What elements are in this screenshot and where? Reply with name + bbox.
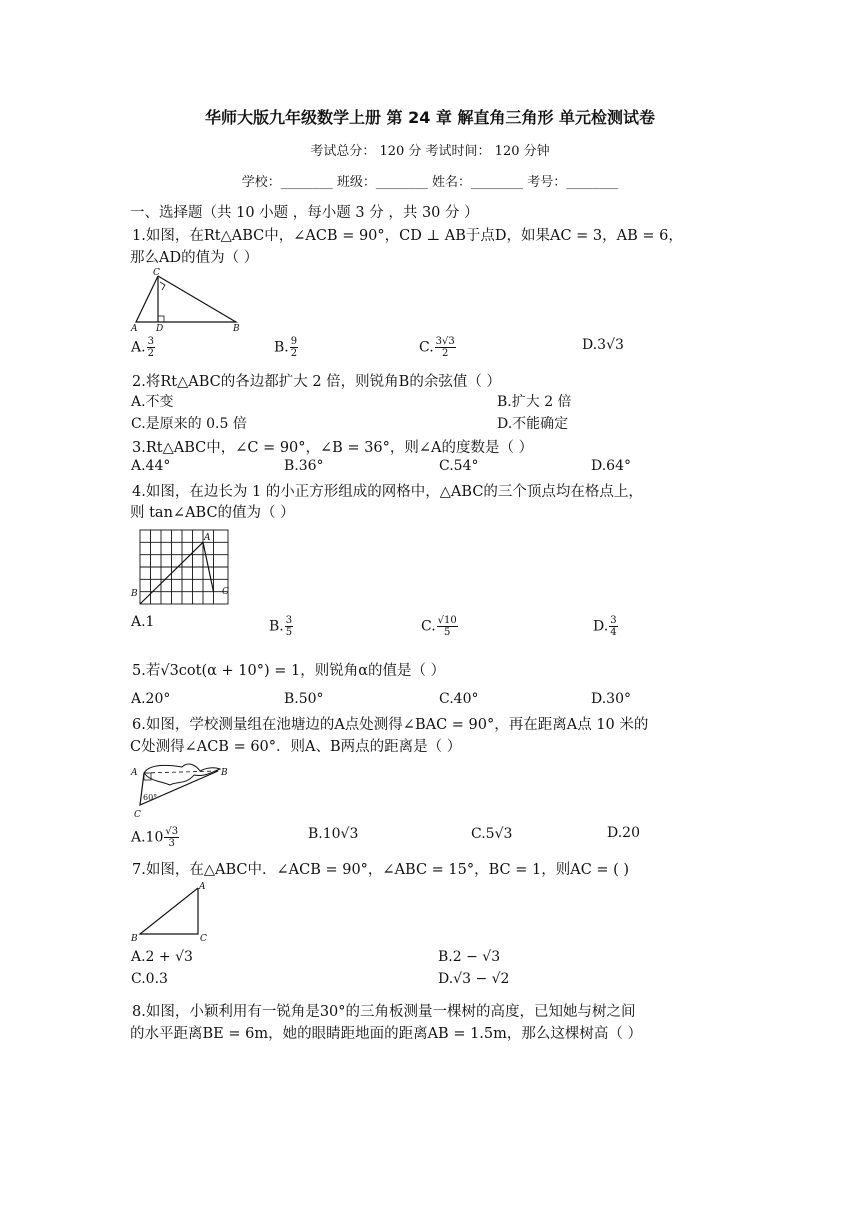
- figure-label-c: C: [222, 587, 229, 597]
- question-6-figure: [130, 759, 230, 821]
- option-c[interactable]: C.0.3: [131, 971, 168, 987]
- figure-label-c: C: [153, 268, 160, 278]
- question-4-text-2: 则 tan∠ABC的值为（ ）: [130, 505, 295, 521]
- figure-label-angle: 60°: [143, 793, 158, 802]
- figure-label-b: B: [131, 934, 138, 944]
- option-a[interactable]: A.10 $\frac{√3}{3}$: [131, 826, 179, 849]
- figure-label-d: D: [156, 324, 164, 332]
- question-8-text: 8.如图，小颖利用有一锐角是30°的三角板测量一棵树的高度，已知她与树之间: [132, 1004, 636, 1020]
- figure-label-c: C: [134, 810, 141, 820]
- question-6-text-2: C处测得∠ACB = 60°．则A、B两点的距离是（ ）: [130, 739, 462, 755]
- option-a[interactable]: A. $\frac{3}{2}$: [131, 336, 154, 359]
- question-2-text: 2.将Rt△ABC的各边都扩大 2 倍，则锐角B的余弦值（ ）: [132, 374, 501, 390]
- question-4-text: 4.如图，在边长为 1 的小正方形组成的网格中，△ABC的三个顶点均在格点上，: [132, 484, 643, 500]
- option-d[interactable]: D.20: [607, 825, 640, 841]
- option-b[interactable]: B.36°: [284, 458, 324, 474]
- option-b[interactable]: B.50°: [284, 691, 324, 707]
- question-1-text: 1.如图，在Rt△ABC中，∠ACB = 90°，CD ⊥ AB于点D，如果AC = 3，AB = 6，: [132, 228, 683, 244]
- option-b[interactable]: B.10√3: [308, 826, 359, 842]
- option-d[interactable]: D.不能确定: [497, 416, 569, 432]
- exam-info: 考试总分： 120 分 考试时间： 120 分钟: [310, 144, 550, 159]
- option-a[interactable]: A.20°: [131, 691, 171, 707]
- figure-label-b: B: [233, 324, 240, 332]
- option-a[interactable]: A.1: [131, 614, 155, 630]
- option-c[interactable]: C.5√3: [471, 826, 513, 842]
- question-3-text: 3.Rt△ABC中，∠C = 90°，∠B = 36°，则∠A的度数是（ ）: [132, 440, 534, 456]
- question-1-figure: [130, 266, 242, 332]
- figure-label-c: C: [200, 934, 207, 944]
- figure-label-b: B: [221, 768, 228, 778]
- figure-label-a: A: [204, 533, 211, 543]
- option-b[interactable]: B.扩大 2 倍: [497, 394, 572, 410]
- option-b[interactable]: B. $\frac{9}{2}$: [274, 336, 298, 359]
- option-d[interactable]: D. $\frac{3}{4}$: [593, 615, 617, 638]
- option-c[interactable]: C. $\frac{3√3}{2}$: [419, 336, 455, 359]
- question-6-text: 6.如图，学校测量组在池塘边的A点处测得∠BAC = 90°，再在距离A点 10 米的: [132, 717, 649, 733]
- question-8-text-2: 的水平距离BE = 6m，她的眼睛距地面的距离AB = 1.5m，那么这棵树高（ ）: [130, 1026, 642, 1042]
- option-c[interactable]: C.54°: [439, 458, 479, 474]
- student-info: 学校：________ 班级：________ 姓名：________ 考号：________: [241, 175, 619, 190]
- option-a[interactable]: A.44°: [131, 458, 171, 474]
- page-title: 华师大版九年级数学上册 第 24 章 解直角三角形 单元检测试卷: [204, 108, 656, 127]
- question-7-text: 7.如图，在△ABC中．∠ACB = 90°，∠ABC = 15°，BC = 1，则AC = ( ): [132, 862, 630, 878]
- option-d[interactable]: D.30°: [591, 691, 631, 707]
- question-4-figure: [130, 526, 234, 608]
- option-b[interactable]: B. $\frac{3}{5}$: [269, 615, 293, 638]
- figure-label-a: A: [131, 768, 138, 778]
- question-7-figure: [130, 880, 214, 944]
- option-d[interactable]: D.√3 − √2: [438, 971, 510, 987]
- option-c[interactable]: C.是原来的 0.5 倍: [131, 416, 247, 432]
- option-d[interactable]: D.3√3: [582, 337, 624, 353]
- figure-label-a: A: [199, 882, 206, 892]
- question-5-text: 5.若√3cot(α + 10°) = 1，则锐角α的值是（ ）: [132, 663, 446, 679]
- option-b[interactable]: B.2 − √3: [438, 949, 501, 965]
- option-a[interactable]: A.2 + √3: [131, 949, 193, 965]
- option-a[interactable]: A.不变: [131, 394, 174, 410]
- figure-label-a: A: [131, 324, 138, 332]
- figure-label-b: B: [131, 589, 138, 599]
- question-1-text-2: 那么AD的值为（ ）: [130, 250, 259, 266]
- option-c[interactable]: C. $\frac{√10}{5}$: [421, 615, 457, 638]
- option-c[interactable]: C.40°: [439, 691, 479, 707]
- option-d[interactable]: D.64°: [591, 458, 631, 474]
- section-heading: 一、选择题（共 10 小题 ，每小题 3 分 ，共 30 分 ）: [130, 205, 479, 221]
